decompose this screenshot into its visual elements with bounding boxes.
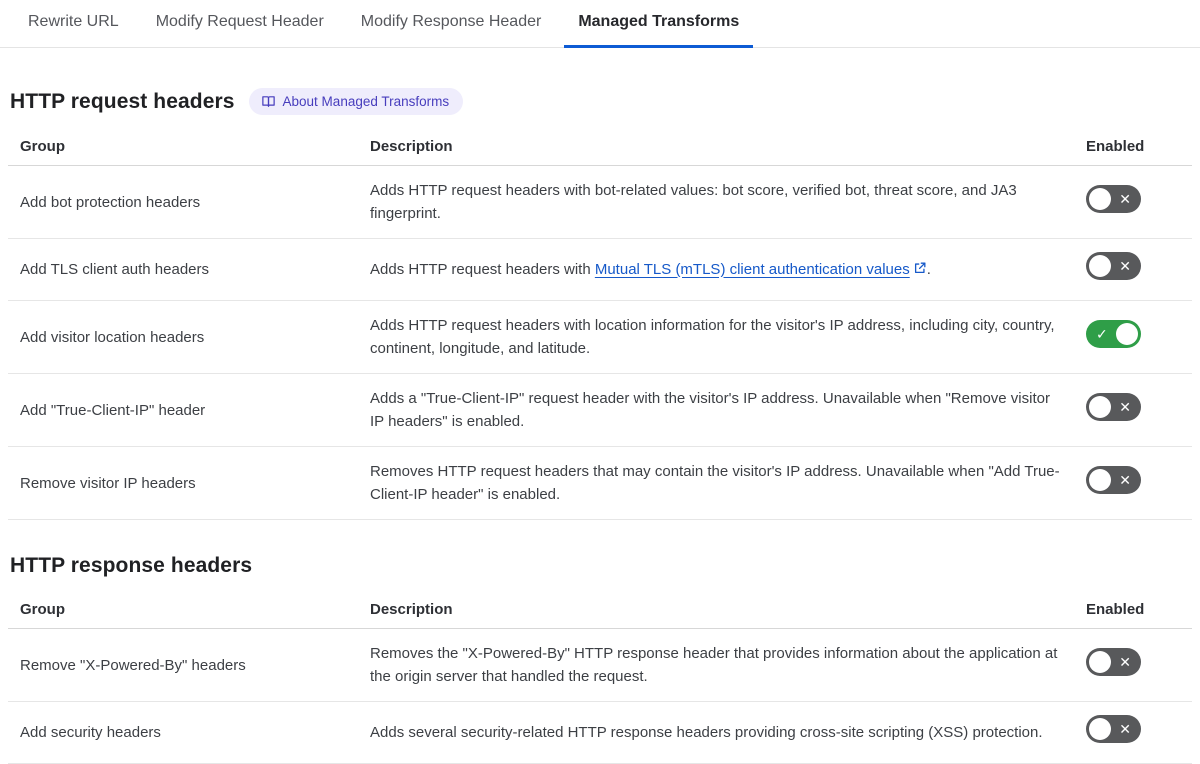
request-headers-table xyxy=(8,129,1192,520)
tab-rewrite-url[interactable]: Rewrite URL xyxy=(28,13,119,30)
table-row xyxy=(8,374,1192,447)
table-header-row xyxy=(8,129,1192,166)
toggle-knob xyxy=(1116,323,1138,345)
cross-icon: ✕ xyxy=(1119,190,1131,207)
table-row xyxy=(8,166,1192,239)
toggle-add-security-headers[interactable] xyxy=(1086,715,1141,743)
group-cell: Add visitor location headers xyxy=(8,301,358,374)
description-cell: Removes the "X-Powered-By" HTTP response header that provides information about the application at the origin server that handled the request. xyxy=(358,629,1074,702)
cross-icon: ✕ xyxy=(1119,721,1131,737)
column-header-description: Description xyxy=(358,592,1074,629)
description-text: Adds HTTP request headers with xyxy=(370,260,595,278)
column-header-description: Description xyxy=(358,129,1074,166)
section-title-request-headers: HTTP request headers xyxy=(10,89,235,113)
response-headers-section-head xyxy=(10,554,1192,578)
group-cell: Remove visitor IP headers xyxy=(8,447,358,520)
cross-icon: ✕ xyxy=(1119,471,1131,488)
tab-bar xyxy=(0,0,1200,48)
description-cell: Removes HTTP request headers that may contain the visitor's IP address. Unavailable when "Add True-Client-IP header" is enabled. xyxy=(358,447,1074,520)
toggle-add-visitor-location-headers[interactable] xyxy=(1086,320,1141,348)
description-cell xyxy=(358,239,1074,301)
description-cell: Adds a "True-Client-IP" request header with the visitor's IP address. Unavailable when "Remove visitor IP headers" is enabled. xyxy=(358,374,1074,447)
toggle-remove-visitor-ip-headers[interactable] xyxy=(1086,466,1141,494)
group-cell: Remove "X-Powered-By" headers xyxy=(8,629,358,702)
toggle-knob xyxy=(1089,718,1111,740)
group-cell: Add bot protection headers xyxy=(8,166,358,239)
toggle-knob xyxy=(1089,469,1111,491)
request-headers-section-head xyxy=(10,88,1192,115)
about-badge-label: About Managed Transforms xyxy=(282,94,450,109)
group-cell: Add security headers xyxy=(8,702,358,764)
response-headers-table xyxy=(8,592,1192,764)
description-cell: Adds several security-related HTTP response headers providing cross-site scripting (XSS) protection. xyxy=(358,702,1074,764)
toggle-add-bot-protection-headers[interactable] xyxy=(1086,185,1141,213)
cross-icon: ✕ xyxy=(1119,653,1131,670)
section-title-response-headers: HTTP response headers xyxy=(10,554,253,577)
table-row xyxy=(8,301,1192,374)
column-header-group: Group xyxy=(8,129,358,166)
cross-icon: ✕ xyxy=(1119,258,1131,274)
tab-managed-transforms[interactable]: Managed Transforms xyxy=(564,13,753,48)
tab-modify-response-header[interactable]: Modify Response Header xyxy=(360,13,542,30)
description-text: . xyxy=(926,260,931,278)
group-cell: Add TLS client auth headers xyxy=(8,239,358,301)
toggle-knob xyxy=(1089,396,1111,418)
table-row xyxy=(8,239,1192,301)
toggle-knob xyxy=(1089,255,1111,277)
toggle-add-true-client-ip-header[interactable] xyxy=(1086,393,1141,421)
group-cell: Add "True-Client-IP" header xyxy=(8,374,358,447)
table-row xyxy=(8,629,1192,702)
column-header-enabled: Enabled xyxy=(1074,129,1192,166)
description-cell: Adds HTTP request headers with location information for the visitor's IP address, including city, country, continent, longitude, and latitude. xyxy=(358,301,1074,374)
toggle-knob xyxy=(1089,651,1111,673)
column-header-enabled: Enabled xyxy=(1074,592,1192,629)
check-icon: ✓ xyxy=(1096,325,1108,342)
about-managed-transforms-link[interactable] xyxy=(249,88,464,115)
table-header-row xyxy=(8,592,1192,629)
toggle-remove-x-powered-by-headers[interactable] xyxy=(1086,648,1141,676)
book-icon xyxy=(261,94,276,109)
external-link-icon xyxy=(913,259,927,282)
column-header-group: Group xyxy=(8,592,358,629)
table-row xyxy=(8,702,1192,764)
toggle-knob xyxy=(1089,188,1111,210)
cross-icon: ✕ xyxy=(1119,398,1131,415)
description-cell: Adds HTTP request headers with bot-related values: bot score, verified bot, threat score, and JA3 fingerprint. xyxy=(358,166,1074,239)
table-row xyxy=(8,447,1192,520)
mtls-values-link[interactable]: Mutual TLS (mTLS) client authentication values xyxy=(594,260,910,278)
content-area xyxy=(0,88,1200,764)
toggle-add-tls-client-auth-headers[interactable] xyxy=(1086,252,1141,280)
tab-modify-request-header[interactable]: Modify Request Header xyxy=(155,13,324,30)
